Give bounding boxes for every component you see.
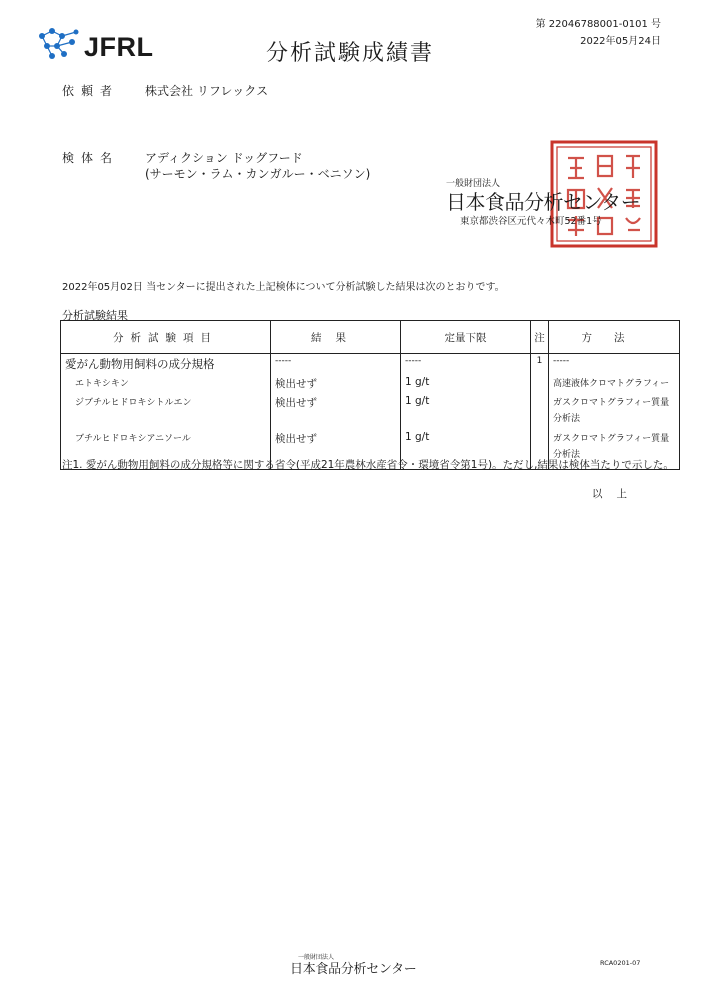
section-title: 分析試験結果 [62, 309, 128, 322]
group-limit: ----- [401, 354, 531, 375]
client-label: 依頼者 [62, 84, 120, 98]
table-row [61, 393, 680, 429]
closing-mark: 以上 [592, 488, 641, 500]
issuer-address: 東京都渋谷区元代々木町52番1号 [460, 216, 602, 227]
row-item: ジブチルヒドロキシトルエン [61, 393, 271, 429]
footer-org-prefix: 一般財団法人 [298, 954, 335, 961]
row-item: ブチルヒドロキシアニソール [61, 429, 271, 470]
table-header-row [61, 321, 680, 354]
issuer-org-prefix: 一般財団法人 [446, 179, 501, 189]
sample-name-line1: アディクション ドッグフード [145, 151, 303, 165]
header-method: 方法 [549, 321, 680, 354]
group-method: ----- [549, 354, 680, 375]
header-limit: 定量下限 [401, 321, 531, 354]
document-number: 第 22046788001-0101 号 [535, 19, 661, 30]
header-item: 分析試験項目 [61, 321, 271, 354]
group-item: 愛がん動物用飼料の成分規格 [61, 354, 271, 375]
header-result: 結果 [271, 321, 401, 354]
table-row [61, 374, 680, 393]
footnote: 注1. 愛がん動物用飼料の成分規格等に関する省令(平成21年農林水産省令・環境省令第1号)。ただし,結果は検体当たりで示した。 [62, 459, 674, 471]
intro-text: 2022年05月02日 当センターに提出された上記検体について分析試験した結果は次のとおりです。 [62, 282, 505, 293]
group-result: ----- [271, 354, 401, 375]
row-note [531, 393, 549, 429]
table-group-row [61, 354, 680, 375]
logo-text: JFRL [84, 32, 154, 62]
sample-label: 検体名 [62, 151, 120, 165]
row-limit: 1 g/t [401, 393, 531, 429]
footer-form-code: RCA0201-07 [600, 959, 641, 967]
row-note [531, 374, 549, 393]
group-note: 1 [531, 354, 549, 375]
results-table [60, 320, 680, 470]
row-result: 検出せず [271, 374, 401, 393]
row-item: エトキシキン [61, 374, 271, 393]
issuer-org-name: 日本食品分析センター [446, 190, 641, 214]
row-result: 検出せず [271, 429, 401, 470]
row-limit: 1 g/t [401, 374, 531, 393]
row-result: 検出せず [271, 393, 401, 429]
row-method: 高速液体クロマトグラフィー [549, 374, 680, 393]
document-date: 2022年05月24日 [580, 36, 661, 47]
row-method: ガスクロマトグラフィー質量分析法 [549, 429, 680, 470]
sample-name-line2: (サーモン・ラム・カンガルー・ベニソン) [145, 167, 371, 181]
client-value: 株式会社 リフレックス [145, 84, 269, 98]
document-title: 分析試験成績書 [266, 41, 435, 66]
row-limit: 1 g/t [401, 429, 531, 470]
footer-org-name: 日本食品分析センター [290, 962, 417, 977]
row-method: ガスクロマトグラフィー質量分析法 [549, 393, 680, 429]
header-note: 注 [531, 321, 549, 354]
